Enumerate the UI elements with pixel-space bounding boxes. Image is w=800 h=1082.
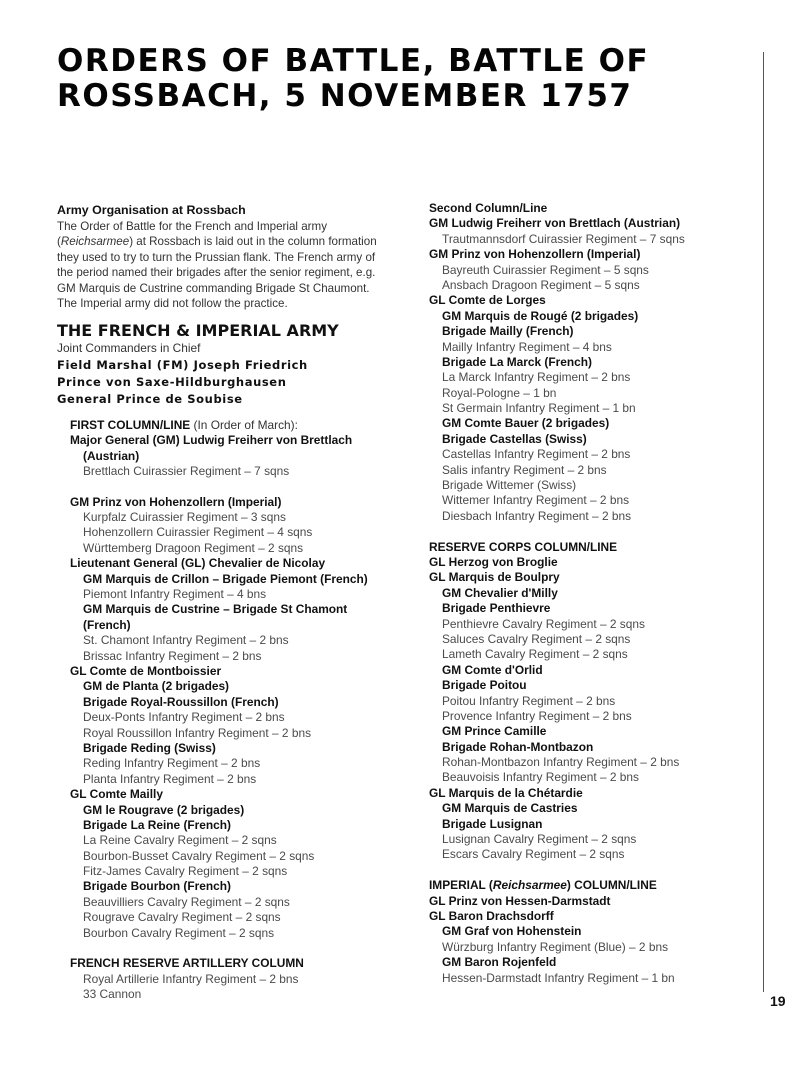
unit-entry: Diesbach Infantry Regiment – 2 bns bbox=[442, 508, 632, 523]
commander-entry: GL Marquis de la Chétardie bbox=[429, 785, 583, 800]
unit-entry: Kurpfalz Cuirassier Regiment – 3 sqns bbox=[83, 510, 286, 525]
joint-commanders-label: Joint Commanders in Chief bbox=[57, 341, 201, 356]
spacer bbox=[70, 479, 397, 494]
commander-entry: GM Prince Camille bbox=[442, 724, 547, 739]
commander-entry: GM Marquis de Castries bbox=[442, 801, 578, 816]
title-line-1: ORDERS OF BATTLE, BATTLE OF bbox=[57, 43, 650, 79]
army-heading: THE FRENCH & IMPERIAL ARMY bbox=[57, 321, 339, 341]
commander-entry: Brigade Castellas (Swiss) bbox=[442, 431, 587, 446]
unit-entry: Saluces Cavalry Regiment – 2 sqns bbox=[442, 631, 631, 646]
spacer bbox=[429, 863, 759, 878]
spacer bbox=[70, 941, 397, 956]
intro-line: they used to try to turn the Prussian flank. The French army of bbox=[57, 250, 376, 264]
commander-entry: GM Comte d'Orlid bbox=[442, 662, 543, 677]
commander-entry: (Austrian) bbox=[83, 448, 140, 463]
commander-entry: GL Comte Mailly bbox=[70, 787, 163, 802]
commander-entry: GL Comte de Montboissier bbox=[70, 663, 222, 678]
commander-entry: Brigade Mailly (French) bbox=[442, 324, 574, 339]
unit-entry: Ansbach Dragoon Regiment – 5 sqns bbox=[442, 277, 640, 292]
unit-entry: Penthievre Cavalry Regiment – 2 sqns bbox=[442, 616, 645, 631]
commander-entry: GM Marquis de Custrine – Brigade St Chamont bbox=[83, 602, 348, 617]
unit-entry: Fitz-James Cavalry Regiment – 2 sqns bbox=[83, 864, 288, 879]
unit-entry: La Reine Cavalry Regiment – 2 sqns bbox=[83, 833, 277, 848]
unit-entry: Castellas Infantry Regiment – 2 bns bbox=[442, 447, 631, 462]
commander-entry: GL Marquis de Boulpry bbox=[429, 570, 560, 585]
commander-entry: GM Chevalier d'Milly bbox=[442, 585, 558, 600]
commander-entry: GM Ludwig Freiherr von Brettlach (Austrian) bbox=[429, 216, 681, 231]
title-line-2: ROSSBACH, 5 NOVEMBER 1757 bbox=[57, 78, 633, 114]
commander-entry: RESERVE CORPS COLUMN/LINE bbox=[429, 539, 618, 554]
unit-entry: Württemberg Dragoon Regiment – 2 sqns bbox=[83, 540, 304, 555]
unit-entry: Rougrave Cavalry Regiment – 2 sqns bbox=[83, 910, 281, 925]
unit-entry: Trautmannsdorf Cuirassier Regiment – 7 sqns bbox=[442, 231, 685, 246]
intro-line: (Reichsarmee) at Rossbach is laid out in the column formation bbox=[57, 235, 377, 249]
spacer bbox=[429, 524, 759, 539]
commander-entry: Brigade Poitou bbox=[442, 678, 527, 693]
page-number: 19 bbox=[770, 993, 786, 1009]
unit-entry: St. Chamont Infantry Regiment – 2 bns bbox=[83, 633, 289, 648]
page-margin-rule bbox=[763, 52, 764, 992]
left-order-list bbox=[57, 433, 397, 1002]
intro-line: The Order of Battle for the French and Imperial army bbox=[57, 220, 327, 233]
unit-entry: La Marck Infantry Regiment – 2 bns bbox=[442, 370, 631, 385]
commander-entry: Brigade La Marck (French) bbox=[442, 354, 592, 369]
commander-entry: Major General (GM) Ludwig Freiherr von Brettlach bbox=[70, 433, 353, 448]
unit-entry: Mailly Infantry Regiment – 4 bns bbox=[442, 339, 612, 354]
commander-entry: Brigade Lusignan bbox=[442, 816, 543, 831]
unit-entry: 33 Cannon bbox=[83, 987, 142, 1002]
commander-entry: Brigade Reding (Swiss) bbox=[83, 740, 216, 755]
page-title bbox=[57, 44, 747, 114]
commander-entry: GL Prinz von Hessen-Darmstadt bbox=[429, 893, 611, 908]
intro-line: The Imperial army did not follow the practice. bbox=[57, 296, 288, 310]
first-column-heading: FIRST COLUMN/LINE (In Order of March): bbox=[70, 417, 298, 432]
intro-line: GM Marquis de Custrine commanding Brigade St Chaumont. bbox=[57, 281, 370, 295]
column-heading: Second Column/Line bbox=[429, 201, 548, 215]
commander-entry: GL Baron Drachsdorff bbox=[429, 908, 554, 923]
unit-entry: Reding Infantry Regiment – 2 bns bbox=[83, 756, 261, 771]
imperial-heading: IMPERIAL (Reichsarmee) COLUMN/LINE bbox=[429, 878, 657, 893]
unit-entry: Poitou Infantry Regiment – 2 bns bbox=[442, 693, 616, 708]
unit-entry: Bourbon-Busset Cavalry Regiment – 2 sqns bbox=[83, 848, 315, 863]
unit-entry: Planta Infantry Regiment – 2 bns bbox=[83, 771, 257, 786]
right-column bbox=[429, 201, 759, 986]
unit-entry: Bourbon Cavalry Regiment – 2 sqns bbox=[83, 925, 275, 940]
commander-entry: GM Comte Bauer (2 brigades) bbox=[442, 416, 610, 431]
commander-entry: Brigade Bourbon (French) bbox=[83, 879, 231, 894]
unit-entry: Provence Infantry Regiment – 2 bns bbox=[442, 708, 632, 723]
unit-entry: Brettlach Cuirassier Regiment – 7 sqns bbox=[83, 463, 290, 478]
unit-entry: Hessen-Darmstadt Infantry Regiment – 1 bn bbox=[442, 970, 675, 985]
unit-entry: Piemont Infantry Regiment – 4 bns bbox=[83, 587, 267, 602]
unit-entry: Wittemer Infantry Regiment – 2 bns bbox=[442, 493, 630, 508]
left-column bbox=[57, 201, 397, 1003]
commander-entry: Brigade Penthievre bbox=[442, 601, 551, 616]
unit-entry: Beauvoisis Infantry Regiment – 2 bns bbox=[442, 770, 639, 785]
unit-entry: Hohenzollern Cuirassier Regiment – 4 sqns bbox=[83, 525, 313, 540]
commander-entry: GM Marquis de Rougé (2 brigades) bbox=[442, 308, 639, 323]
commander-entry: GM de Planta (2 brigades) bbox=[83, 679, 230, 694]
unit-entry: Bayreuth Cuirassier Regiment – 5 sqns bbox=[442, 262, 649, 277]
unit-entry: St Germain Infantry Regiment – 1 bn bbox=[442, 401, 636, 416]
right-order-list bbox=[429, 201, 759, 878]
commander-line: General Prince de Soubise bbox=[57, 391, 243, 406]
commander-entry: GL Herzog von Broglie bbox=[429, 554, 558, 569]
commander-entry: FRENCH RESERVE ARTILLERY COLUMN bbox=[70, 956, 304, 971]
commander-entry: GL Comte de Lorges bbox=[429, 293, 546, 308]
unit-entry: Deux-Ponts Infantry Regiment – 2 bns bbox=[83, 710, 285, 725]
commander-entry: Lieutenant General (GL) Chevalier de Nicolay bbox=[70, 556, 326, 571]
commander-entry: (French) bbox=[83, 617, 131, 632]
commander-entry: GM Baron Rojenfeld bbox=[442, 955, 557, 970]
unit-entry: Royal-Pologne – 1 bn bbox=[442, 385, 557, 400]
unit-entry: Salis infantry Regiment – 2 bns bbox=[442, 462, 607, 477]
unit-entry: Lusignan Cavalry Regiment – 2 sqns bbox=[442, 832, 637, 847]
unit-entry: Brissac Infantry Regiment – 2 bns bbox=[83, 648, 262, 663]
commander-entry: GM le Rougrave (2 brigades) bbox=[83, 802, 245, 817]
commander-line: Field Marshal (FM) Joseph Friedrich bbox=[57, 357, 308, 372]
intro-line: the period named their brigades after the senior regiment, e.g. bbox=[57, 266, 376, 280]
unit-entry: Brigade Wittemer (Swiss) bbox=[442, 478, 577, 493]
unit-entry: Escars Cavalry Regiment – 2 sqns bbox=[442, 847, 625, 862]
commander-line: Prince von Saxe-Hildburghausen bbox=[57, 374, 287, 389]
commander-entry: Brigade La Reine (French) bbox=[83, 817, 232, 832]
commander-entry: Brigade Royal-Roussillon (French) bbox=[83, 694, 279, 709]
commander-entry: Brigade Rohan-Montbazon bbox=[442, 739, 594, 754]
unit-entry: Beauvilliers Cavalry Regiment – 2 sqns bbox=[83, 894, 290, 909]
commander-entry: GM Marquis de Crillon – Brigade Piemont (French) bbox=[83, 571, 368, 586]
unit-entry: Rohan-Montbazon Infantry Regiment – 2 bns bbox=[442, 755, 680, 770]
unit-entry: Würzburg Infantry Regiment (Blue) – 2 bns bbox=[442, 939, 669, 954]
unit-entry: Royal Artillerie Infantry Regiment – 2 bns bbox=[83, 971, 299, 986]
reichsarmee-italic: Reichsarmee bbox=[60, 235, 130, 249]
imperial-order-list bbox=[429, 894, 759, 986]
commander-entry: GM Graf von Hohenstein bbox=[442, 924, 582, 939]
commander-entry: GM Prinz von Hohenzollern (Imperial) bbox=[70, 494, 282, 509]
commander-entry: GM Prinz von Hohenzollern (Imperial) bbox=[429, 247, 641, 262]
unit-entry: Lameth Cavalry Regiment – 2 sqns bbox=[442, 647, 628, 662]
unit-entry: Royal Roussillon Infantry Regiment – 2 bns bbox=[83, 725, 312, 740]
section-subheading: Army Organisation at Rossbach bbox=[57, 203, 246, 217]
